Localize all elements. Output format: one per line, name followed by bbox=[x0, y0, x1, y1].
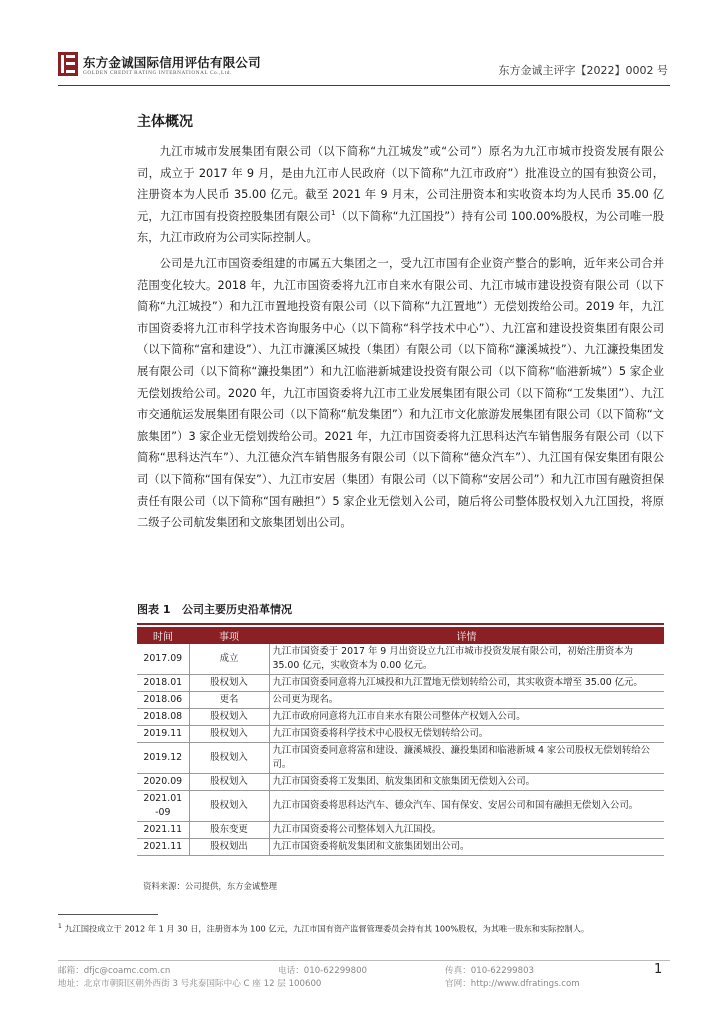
cell-item: 股权划入 bbox=[189, 726, 269, 743]
table-row bbox=[137, 822, 664, 839]
paragraph-history: 公司是九江市国资委组建的市属五大集团之一，受九江市国有企业资产整合的影响，近年来公司合并范围变化较大。2018 年，九江市国资委将九江市自来水有限公司、九江市城市建设投资有限公司（以下简称“九江城投”）和九江市置地投资有限公司（以下简称“九江置地”）无偿划拨给公司。2019 年，九江市国资委将九江市科学技术咨询服务中心（以下简称“科学技术中心”）、九江富和建设投资集团有限公司（以下简称“富和建设”）、九江市濂溪区城投（集团）有限公司（以下简称“濂溪城投”）、九江濂投集团发展有限公司（以下简称“濂投集团”）和九江临港新城建设投资有限公司（以下简称“临港新城”）5 家企业无偿划拨给公司。2020 年，九江市国资委将九江市工业发展集团有限公司（以下简称“工发集团”）、九江市交通航运发展集团有限公司（以下简称“航发集团”）和九江市文化旅游发展集团有限公司（以下简称“文旅集团”）3 家企业无偿划拨给公司。2021 年，九江市国资委将九江思科达汽车销售服务有限公司（以下简称“思科达汽车”）、九江德众汽车销售服务有限公司（以下简称“德众汽车”）、九江国有保安集团有限公司（以下简称“国有保安”）、九江市安居（集团）有限公司（以下简称“安居公司”）和九江市国有融资担保责任有限公司（以下简称“国有融担”）5 家企业无偿划入公司，随后将公司整体股权划入九江国投，将原二级子公司航发集团和文旅集团划出公司。 bbox=[137, 257, 664, 530]
history-table bbox=[137, 627, 664, 856]
section-title: 主体概况 bbox=[137, 114, 193, 130]
cell-time: 2019.11 bbox=[137, 726, 189, 743]
footer-address: 地址：北京市朝阳区朝外西街 3 号兆泰国际中心 C 座 12 层 100600 bbox=[58, 979, 322, 989]
cell-detail: 九江市国资委于 2017 年 9 月出资设立九江市城市投资发展有限公司，初始注册资本为 35.00 亿元，实收资本为 0.00 亿元。 bbox=[269, 644, 664, 675]
page-number: 1 bbox=[654, 962, 663, 977]
cell-detail: 九江市国资委同意将富和建设、濂溪城投、濂投集团和临港新城 4 家公司股权无偿划转给公司。 bbox=[269, 743, 664, 774]
cell-item: 更名 bbox=[189, 692, 269, 709]
cell-item: 股权划入 bbox=[189, 743, 269, 774]
cell-detail: 公司更为现名。 bbox=[269, 692, 664, 709]
header-time: 时间 bbox=[137, 627, 189, 644]
table-header-row bbox=[137, 627, 664, 644]
cell-detail: 九江市国资委将工发集团、航发集团和文旅集团无偿划入公司。 bbox=[269, 774, 664, 791]
table-row bbox=[137, 692, 664, 709]
cell-time: 2019.12 bbox=[137, 743, 189, 774]
table-source: 资料来源：公司提供，东方金诚整理 bbox=[143, 881, 277, 891]
table-row bbox=[137, 709, 664, 726]
cell-detail: 九江市国资委将航发集团和文旅集团划出公司。 bbox=[269, 839, 664, 856]
footer-rule bbox=[58, 960, 670, 961]
figure-label bbox=[137, 601, 292, 617]
company-logo-icon bbox=[58, 52, 78, 76]
table-row bbox=[137, 743, 664, 774]
page-header bbox=[58, 52, 670, 86]
cell-detail: 九江市政府同意将九江市自来水有限公司整体产权划入公司。 bbox=[269, 709, 664, 726]
table-row bbox=[137, 791, 664, 822]
figure-rule bbox=[137, 623, 664, 625]
cell-time: 2018.01 bbox=[137, 675, 189, 692]
cell-time: 2021.01 -09 bbox=[137, 791, 189, 822]
cell-detail: 九江市国资委同意将九江城投和九江置地无偿划转给公司，其实收资本增至 35.00 亿元。 bbox=[269, 675, 664, 692]
footer-email: 邮箱：dfjc@coamc.com.cn bbox=[58, 966, 171, 976]
cell-time: 2021.11 bbox=[137, 822, 189, 839]
cell-item: 成立 bbox=[189, 644, 269, 675]
cell-time: 2021.11 bbox=[137, 839, 189, 856]
footnote-marker: 1 bbox=[58, 923, 62, 930]
footer-phone: 电话：010-62299800 bbox=[278, 966, 368, 976]
cell-item: 股权划入 bbox=[189, 675, 269, 692]
cell-time: 2017.09 bbox=[137, 644, 189, 675]
table-row bbox=[137, 675, 664, 692]
cell-time: 2018.06 bbox=[137, 692, 189, 709]
header-item: 事项 bbox=[189, 627, 269, 644]
figure-number: 图表 1 bbox=[137, 603, 171, 616]
cell-item: 股权划出 bbox=[189, 839, 269, 856]
footnote bbox=[58, 923, 589, 935]
cell-item: 股东变更 bbox=[189, 822, 269, 839]
cell-detail: 九江市国资委将公司整体划入九江国投。 bbox=[269, 822, 664, 839]
table-row bbox=[137, 726, 664, 743]
cell-item: 股权划入 bbox=[189, 791, 269, 822]
company-name-cn: 东方金诚国际信用评估有限公司 bbox=[83, 55, 261, 70]
footnote-rule bbox=[58, 914, 158, 915]
document-number: 东方金诚主评字【2022】0002 号 bbox=[498, 64, 668, 77]
cell-detail: 九江市国资委将科学技术中心股权无偿划转给公司。 bbox=[269, 726, 664, 743]
paragraph-overview bbox=[137, 141, 664, 249]
cell-detail: 九江市国资委将思科达汽车、德众汽车、国有保安、安居公司和国有融担无偿划入公司。 bbox=[269, 791, 664, 822]
cell-item: 股权划入 bbox=[189, 774, 269, 791]
cell-time: 2020.09 bbox=[137, 774, 189, 791]
company-name-en: GOLDEN CREDIT RATING INTERNATIONAL Co.,Ltd. bbox=[83, 70, 232, 76]
table-row bbox=[137, 839, 664, 856]
table-row bbox=[137, 644, 664, 675]
paragraph-overview-text-b: （以下简称“九江国投”）持有公司 100.00%股权，为公司唯一股东，九江市政府为公司实际控制人。 bbox=[137, 209, 664, 245]
cell-time: 2018.08 bbox=[137, 709, 189, 726]
cell-item: 股权划入 bbox=[189, 709, 269, 726]
footer-website[interactable]: 官网：http://www.dfratings.com bbox=[445, 979, 580, 989]
paragraph-overview-text-a: 九江市城市发展集团有限公司（以下简称“九江城发”或“公司”）原名为九江市城市投资发展有限公司，成立于 2017 年 9 月，是由九江市人民政府（以下简称“九江市政府”）批准设立的国有独资公司， 注册资本为人民币 35.00 亿元。截至 2021 年 9 月末，公司注册资本和实收资本均为人民币 35.00 亿元，九江市国有投资控股集团有限公司 bbox=[137, 145, 664, 223]
footnote-ref: 1 bbox=[331, 209, 336, 218]
table-row bbox=[137, 774, 664, 791]
figure-caption: 公司主要历史沿革情况 bbox=[181, 603, 292, 616]
footnote-text: 九江国投成立于 2012 年 1 月 30 日，注册资本为 100 亿元，九江市国有资产监督管理委员会持有其 100%股权，为其唯一股东和实际控制人。 bbox=[64, 923, 590, 934]
header-detail: 详情 bbox=[269, 627, 664, 644]
footer-fax: 传真：010-62299803 bbox=[445, 966, 535, 976]
